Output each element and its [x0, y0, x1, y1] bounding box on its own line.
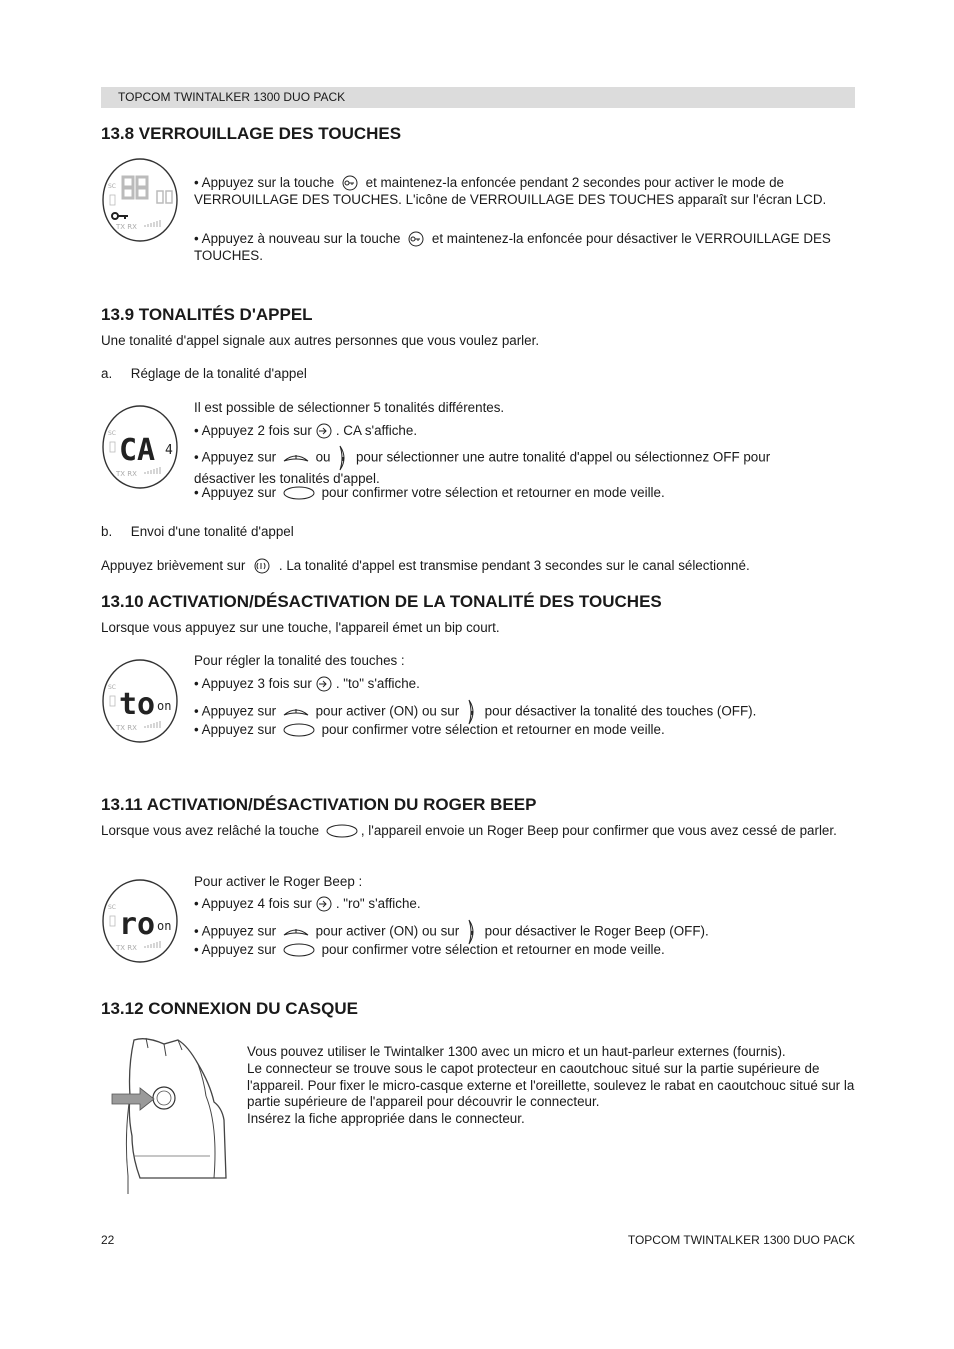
arrow-icon — [112, 1088, 154, 1110]
menu-button-icon — [315, 676, 333, 692]
s9-a-bullet-1: • Appuyez 2 fois sur . CA s'affiche. — [194, 423, 418, 438]
s11-lead: Pour activer le Roger Beep : — [194, 874, 363, 889]
lcd-ro-text: ro — [119, 907, 156, 942]
svg-text:TX RX: TX RX — [116, 944, 137, 952]
s9-a-intro: Il est possible de sélectionner 5 tonalités différentes. — [194, 400, 505, 415]
s8-bullet-1: • Appuyez sur la touche et maintenez-la enfoncée pendant 2 secondes pour activer le mode de VERROUILLAGE DES TOUCHES. L'icône de VERROUILLAGE DES TOUCHES apparaît sur l'écran LCD. — [194, 175, 827, 207]
section-13-10-title: 13.10 ACTIVATION/DÉSACTIVATION DE LA TONALITÉ DES TOUCHES — [101, 592, 662, 611]
s11-bullet-2: • Appuyez sur pour activer (ON) ou sur pour désactiver le Roger Beep (OFF). — [194, 919, 854, 945]
s10-bullet-1: • Appuyez 3 fois sur . "to" s'affiche. — [194, 676, 420, 691]
ptt-button-icon — [283, 723, 315, 737]
page-number: 22 — [101, 1233, 115, 1247]
s12-para-1: Vous pouvez utiliser le Twintalker 1300 avec un micro et un haut-parleur externes (fournis). — [247, 1044, 786, 1059]
lcd-ca-icon — [101, 404, 179, 490]
header-title: TOPCOM TWINTALKER 1300 DUO PACK — [118, 90, 346, 104]
s11-bullet-1: • Appuyez 4 fois sur . "ro" s'affiche. — [194, 896, 421, 911]
s12-para-3: Insérez la fiche appropriée dans le connecteur. — [247, 1111, 525, 1126]
ptt-button-icon — [283, 943, 315, 957]
s9-a-bullet-3: • Appuyez sur pour confirmer votre sélection et retourner en mode veille. — [194, 485, 665, 500]
svg-text:SC: SC — [108, 904, 116, 911]
section-13-11-title: 13.11 ACTIVATION/DÉSACTIVATION DU ROGER BEEP — [101, 795, 537, 814]
lcd-to-status: on — [157, 699, 172, 713]
svg-text:SC: SC — [108, 430, 116, 437]
lcd-keylock-icon — [101, 157, 179, 243]
s10-bullet-2: • Appuyez sur pour activer (ON) ou sur pour désactiver la tonalité des touches (OFF). — [194, 699, 854, 725]
s12-para-2: Le connecteur se trouve sous le capot protecteur en caoutchouc situé sur la partie supérieure de l'appareil. Pour fixer le micro-casque externe et l'oreillette, soulevez le rabat en caoutchouc situé sur la partie supérieure de l'appareil pour découvrir le connecteur. — [247, 1061, 855, 1109]
lcd-ro-status: on — [157, 919, 172, 933]
s9-a-bullet-2: • Appuyez sur ou pour sélectionner une autre tonalité d'appel ou sélectionnez OFF pour désactiver les tonalités d'appel. — [194, 445, 834, 488]
ptt-button-icon — [283, 486, 315, 500]
s9-b-label: b. Envoi d'une tonalité d'appel — [101, 524, 294, 539]
headset-connector-illustration — [106, 1036, 232, 1196]
ptt-button-icon — [326, 824, 358, 838]
svg-text:TX RX: TX RX — [116, 470, 137, 478]
lcd-txrx-label: TX RX — [116, 223, 137, 231]
lcd-ca-digit: 4 — [165, 443, 173, 458]
s9-intro: Une tonalité d'appel signale aux autres personnes que vous voulez parler. — [101, 333, 540, 348]
up-button-icon — [283, 706, 309, 718]
menu-button-icon — [315, 423, 333, 439]
call-button-icon — [252, 558, 272, 574]
s10-bullet-3: • Appuyez sur pour confirmer votre sélection et retourner en mode veille. — [194, 722, 665, 737]
lcd-ca-text: CA — [119, 433, 156, 468]
s11-intro: Lorsque vous avez relâché la touche , l'appareil envoie un Roger Beep pour confirmer que vous avez cessé de parler. — [101, 823, 837, 838]
up-button-icon — [283, 452, 309, 464]
lcd-to-text: to — [119, 687, 156, 722]
down-button-icon — [337, 445, 349, 471]
svg-text:TX RX: TX RX — [116, 724, 137, 732]
up-button-icon — [283, 926, 309, 938]
key-lock-button-icon — [341, 175, 359, 191]
svg-text:SC: SC — [108, 183, 116, 190]
s10-intro: Lorsque vous appuyez sur une touche, l'appareil émet un bip court. — [101, 620, 500, 635]
s10-lead: Pour régler la tonalité des touches : — [194, 653, 405, 668]
lcd-ro-icon — [101, 878, 179, 964]
lcd-to-icon — [101, 658, 179, 744]
footer-title: TOPCOM TWINTALKER 1300 DUO PACK — [627, 1233, 855, 1247]
s11-bullet-3: • Appuyez sur pour confirmer votre sélection et retourner en mode veille. — [194, 942, 665, 957]
menu-button-icon — [315, 896, 333, 912]
svg-text:SC: SC — [108, 684, 116, 691]
s9-a-label: a. Réglage de la tonalité d'appel — [101, 366, 307, 381]
section-13-8-title: 13.8 VERROUILLAGE DES TOUCHES — [101, 124, 402, 143]
section-13-12-title: 13.12 CONNEXION DU CASQUE — [101, 999, 358, 1018]
s9-b-text: Appuyez brièvement sur . La tonalité d'appel est transmise pendant 3 secondes sur le canal sélectionné. — [101, 558, 750, 573]
section-13-9-title: 13.9 TONALITÉS D'APPEL — [101, 305, 313, 324]
s8-bullet-2: • Appuyez à nouveau sur la touche et maintenez-la enfoncée pour désactiver le VERROUILLAGE DES TOUCHES. — [194, 231, 831, 263]
key-lock-button-icon — [407, 231, 425, 247]
